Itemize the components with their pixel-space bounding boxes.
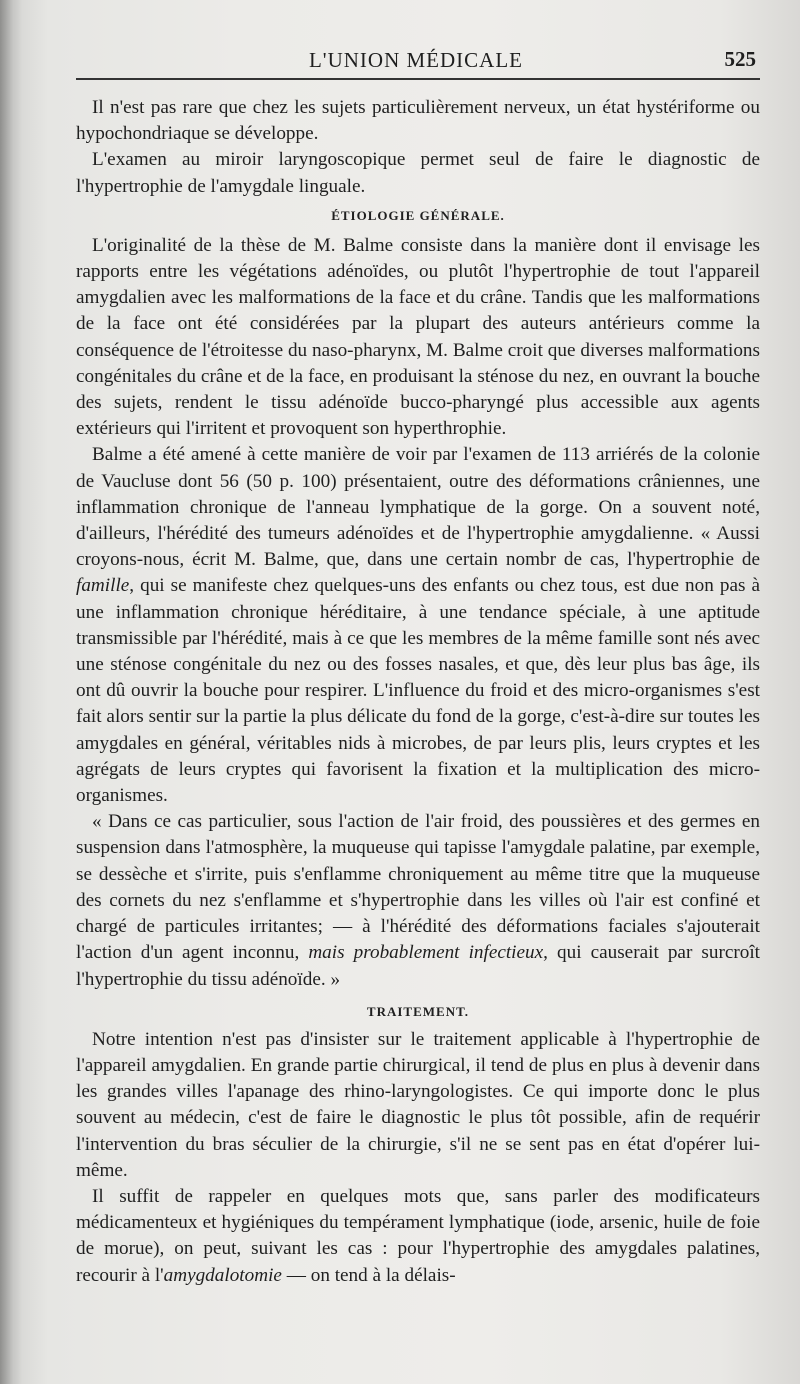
- etiologie-paragraph-2-text-a: Balme a été amené à cette manière de voir par l'examen de 113 arriérés de la colonie de Vaucluse dont 56 (50 p. 100) présentaient, outre des déformations crâniennes, une inflammation chronique de l'anneau lymphatique de la gorge. On a souvent noté, d'ailleurs, l'hérédité des tumeurs adénoïdes et de l'hypertrophie amygdalienne. « Aussi croyons-nous, écrit M. Balme, que, dans une certain nombr de cas, l'hypertrophie de: [76, 444, 760, 571]
- etiologie-paragraph-3: [76, 809, 760, 992]
- section-heading-etiologie: ÉTIOLOGIE GÉNÉRALE.: [331, 207, 505, 223]
- etiologie-paragraph-2-emphasis: famille: [76, 575, 130, 597]
- binding-shadow: [0, 0, 22, 1384]
- traitement-paragraph-2-emphasis: amygdalotomie: [163, 1264, 282, 1286]
- page-number: 525: [724, 47, 756, 71]
- intro-paragraph-1: Il n'est pas rare que chez les sujets particulièrement nerveux, un état hystériforme ou hypochondriaque se développe.: [76, 97, 760, 145]
- page-body: [76, 95, 760, 1289]
- etiologie-paragraph-2: [76, 442, 760, 809]
- intro-paragraph-2: L'examen au miroir laryngoscopique permet seul de faire le diagnostic de l'hypertrophie de l'amygdale linguale.: [76, 149, 760, 197]
- etiologie-paragraph-1: L'originalité de la thèse de M. Balme consiste dans la manière dont il envisage les rapports entre les végétations adénoïdes, ou plutôt l'hypertrophie de tout l'appareil amygdalien avec les malformations de la face et du crâne. Tandis que les malformations de la face ont été considérées par la plupart des auteurs antérieurs comme la conséquence de l'étroitesse du naso-pharynx, M. Balme croit que diverses malformations congénitales du crâne et de la face, en produisant la sténose du nez, en ouvrant la bouche des sujets, rendent le tissu adénoïde bucco-pharyngé plus accessible aux agents extérieurs qui l'irritent et provoquent son hyperthrophie.: [76, 234, 760, 440]
- traitement-paragraph-1: Notre intention n'est pas d'insister sur le traitement applicable à l'hypertrophie de l'appareil amygdalien. En grande partie chirurgical, il tend de plus en plus à devenir dans les grandes villes l'apanage des rhino-laryngologistes. Ce qui importe donc le plus souvent au médecin, c'est de faire le diagnostic le plus tôt possible, afin de requérir l'intervention du bras séculier de la chirurgie, s'il ne se sent pas en état d'opérer lui-même.: [76, 1028, 760, 1181]
- page-header: [76, 46, 756, 76]
- traitement-paragraph-2: [76, 1184, 760, 1289]
- running-title: L'UNION MÉDICALE: [308, 48, 523, 72]
- etiologie-paragraph-2-text-b: , qui se manifeste chez quelques-uns des enfants ou chez tous, est due non pas à une inflammation chronique héréditaire, à une tendance spéciale, à une aptitude transmissible par l'hérédité, mais à ce que les membres de la même famille sont nés avec une sténose congénitale du nez ou des fosses nasales, et que, dès leur plus bas âge, ils ont dû ouvrir la bouche pour respirer. L'influence du froid et des micro-organismes s'est fait alors sentir sur la partie la plus délicate du fond de la gorge, c'est-à-dire sur toutes les amygdales en général, véritables nids à microbes, de par leurs plis, leurs cryptes et les agrégats de leurs cryptes qui favorisent la fixation et la multiplication des micro-organismes.: [76, 575, 760, 807]
- traitement-paragraph-2-text-b: — on tend à la délais-: [281, 1264, 456, 1286]
- etiologie-paragraph-3-text-b: , qui causerait par surcroît l'hypertrophie du tissu adénoïde. »: [76, 942, 761, 990]
- etiologie-paragraph-3-text-a: « Dans ce cas particulier, sous l'action de l'air froid, des poussières et des germes en suspension dans l'atmosphère, la muqueuse qui tapisse l'amygdale palatine, par exemple, se dessèche et s'irrite, puis s'enflamme chroniquement au même titre que la muqueuse des cornets du nez s'enflamme et s'hypertrophie dans les villes où l'air est confiné et chargé de particules irritantes; — à l'hérédité des déformations faciales s'ajouterait l'action d'un agent inconnu,: [76, 811, 760, 964]
- traitement-paragraph-2-text-a: Il suffit de rappeler en quelques mots que, sans parler des modificateurs médicamenteux et hygiéniques du tempérament lymphatique (iode, arsenic, huile de foie de morue), on peut, suivant les cas : pour l'hypertrophie des amygdales palatines, recourir à l': [76, 1185, 760, 1286]
- header-rule: [76, 78, 760, 80]
- section-heading-traitement: TRAITEMENT.: [366, 1003, 470, 1019]
- etiologie-paragraph-3-emphasis: mais probablement infectieux: [308, 942, 544, 964]
